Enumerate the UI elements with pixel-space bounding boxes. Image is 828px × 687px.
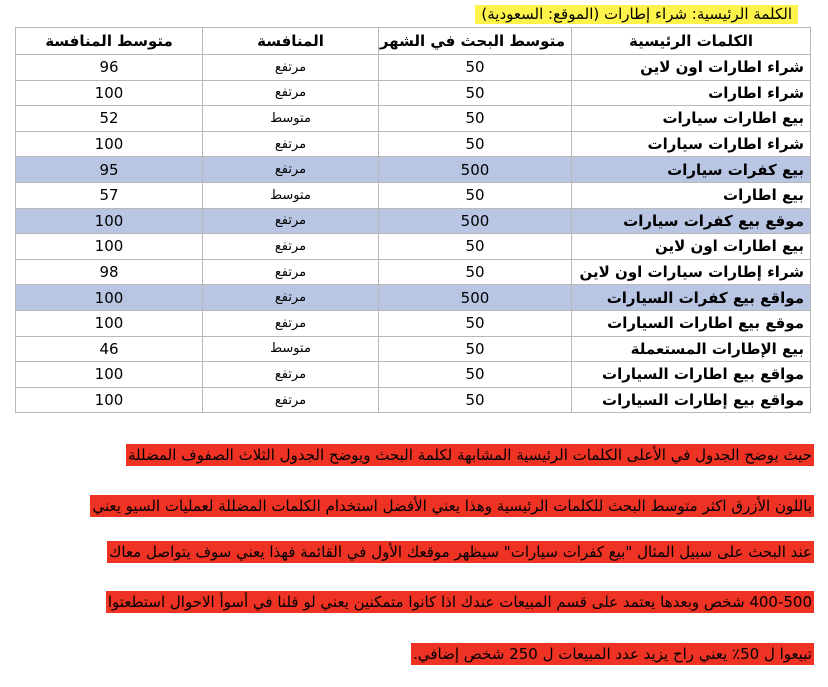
paragraph-line: 400-500 شخص وبعدها يعتمد على قسم المبيعات عندك اذا كانوا متمكنين يعني لو قلنا في أسوأ الاحوال استطعتوا	[107, 593, 812, 611]
paragraph-line: تبيعوا ل 50٪ يعني راح يزيد عدد المبيعات ل 250 شخص إضافي.	[413, 645, 812, 663]
table-row	[16, 285, 811, 311]
table-row	[16, 157, 811, 183]
competition-cell: مرتفع	[203, 285, 379, 311]
avg-competition-cell: 100	[16, 208, 203, 234]
avg-competition-cell: 95	[16, 157, 203, 183]
competition-cell: مرتفع	[203, 131, 379, 157]
competition-cell: مرتفع	[203, 362, 379, 388]
avg-competition-cell: 100	[16, 131, 203, 157]
table-row	[16, 208, 811, 234]
table-row	[16, 234, 811, 260]
volume-cell: 50	[379, 80, 572, 106]
table-row	[16, 362, 811, 388]
avg-competition-cell: 46	[16, 336, 203, 362]
competition-cell: مرتفع	[203, 55, 379, 81]
table-row	[16, 131, 811, 157]
keyword-cell: شراء اطارات اون لاين	[572, 55, 811, 81]
volume-cell: 500	[379, 285, 572, 311]
keyword-cell: موقع بيع كفرات سيارات	[572, 208, 811, 234]
keyword-cell: بيع كفرات سيارات	[572, 157, 811, 183]
volume-cell: 50	[379, 106, 572, 132]
keyword-cell: شراء اطارات	[572, 80, 811, 106]
competition-cell: مرتفع	[203, 310, 379, 336]
volume-cell: 50	[379, 336, 572, 362]
avg-competition-cell: 100	[16, 362, 203, 388]
table-row	[16, 259, 811, 285]
volume-cell: 50	[379, 387, 572, 413]
paragraph-line: باللون الأزرق اكثر متوسط البحث للكلمات الرئيسية وهذا يعني الأفضل استخدام الكلمات المضللة لعمليات السيو يعني	[92, 497, 812, 515]
competition-cell: مرتفع	[203, 259, 379, 285]
paragraph-line: حيث يوضح الجدول في الأعلى الكلمات الرئيسية المشابهة لكلمة البحث ويوضح الجدول الثلاث الصفوف المضللة	[128, 446, 812, 464]
keyword-cell: مواقع بيع اطارات السيارات	[572, 362, 811, 388]
competition-cell: مرتفع	[203, 80, 379, 106]
competition-cell: مرتفع	[203, 387, 379, 413]
avg-competition-cell: 100	[16, 285, 203, 311]
header-monthly-volume: متوسط البحث في الشهر	[379, 28, 572, 55]
keyword-cell: مواقع بيع إطارات السيارات	[572, 387, 811, 413]
competition-cell: مرتفع	[203, 157, 379, 183]
table-title: الكلمة الرئيسية: شراء إطارات (الموقع: السعودية)	[475, 5, 798, 24]
avg-competition-cell: 96	[16, 55, 203, 81]
table-row	[16, 336, 811, 362]
volume-cell: 50	[379, 234, 572, 260]
keyword-cell: موقع بيع اطارات السيارات	[572, 310, 811, 336]
avg-competition-cell: 100	[16, 80, 203, 106]
table-body	[16, 55, 811, 413]
competition-cell: متوسط	[203, 182, 379, 208]
paragraph-line: عند البحث على سبيل المثال "بيع كفرات سيارات" سيظهر موقعك الأول في القائمة فهذا يعني سوف يتواصل معاك	[109, 543, 812, 561]
table-row	[16, 55, 811, 81]
volume-cell: 50	[379, 310, 572, 336]
avg-competition-cell: 98	[16, 259, 203, 285]
keyword-cell: بيع الإطارات المستعملة	[572, 336, 811, 362]
keyword-cell: مواقع بيع كفرات السيارات	[572, 285, 811, 311]
avg-competition-cell: 100	[16, 234, 203, 260]
header-avg-competition: متوسط المنافسة	[16, 28, 203, 55]
table-row	[16, 310, 811, 336]
volume-cell: 500	[379, 157, 572, 183]
keyword-cell: بيع اطارات اون لاين	[572, 234, 811, 260]
avg-competition-cell: 100	[16, 387, 203, 413]
header-keyword: الكلمات الرئيسية	[572, 28, 811, 55]
volume-cell: 500	[379, 208, 572, 234]
competition-cell: مرتفع	[203, 208, 379, 234]
volume-cell: 50	[379, 259, 572, 285]
avg-competition-cell: 100	[16, 310, 203, 336]
volume-cell: 50	[379, 362, 572, 388]
volume-cell: 50	[379, 182, 572, 208]
competition-cell: مرتفع	[203, 234, 379, 260]
header-competition: المنافسة	[203, 28, 379, 55]
volume-cell: 50	[379, 131, 572, 157]
table-header-row	[16, 28, 811, 55]
table-row	[16, 106, 811, 132]
volume-cell: 50	[379, 55, 572, 81]
avg-competition-cell: 57	[16, 182, 203, 208]
competition-cell: متوسط	[203, 106, 379, 132]
keyword-cell: شراء اطارات سيارات	[572, 131, 811, 157]
avg-competition-cell: 52	[16, 106, 203, 132]
table-row	[16, 182, 811, 208]
table-row	[16, 80, 811, 106]
keyword-cell: شراء إطارات سيارات اون لاين	[572, 259, 811, 285]
competition-cell: متوسط	[203, 336, 379, 362]
table-row	[16, 387, 811, 413]
keyword-cell: بيع اطارات سيارات	[572, 106, 811, 132]
keyword-cell: بيع اطارات	[572, 182, 811, 208]
keyword-table	[15, 27, 811, 413]
